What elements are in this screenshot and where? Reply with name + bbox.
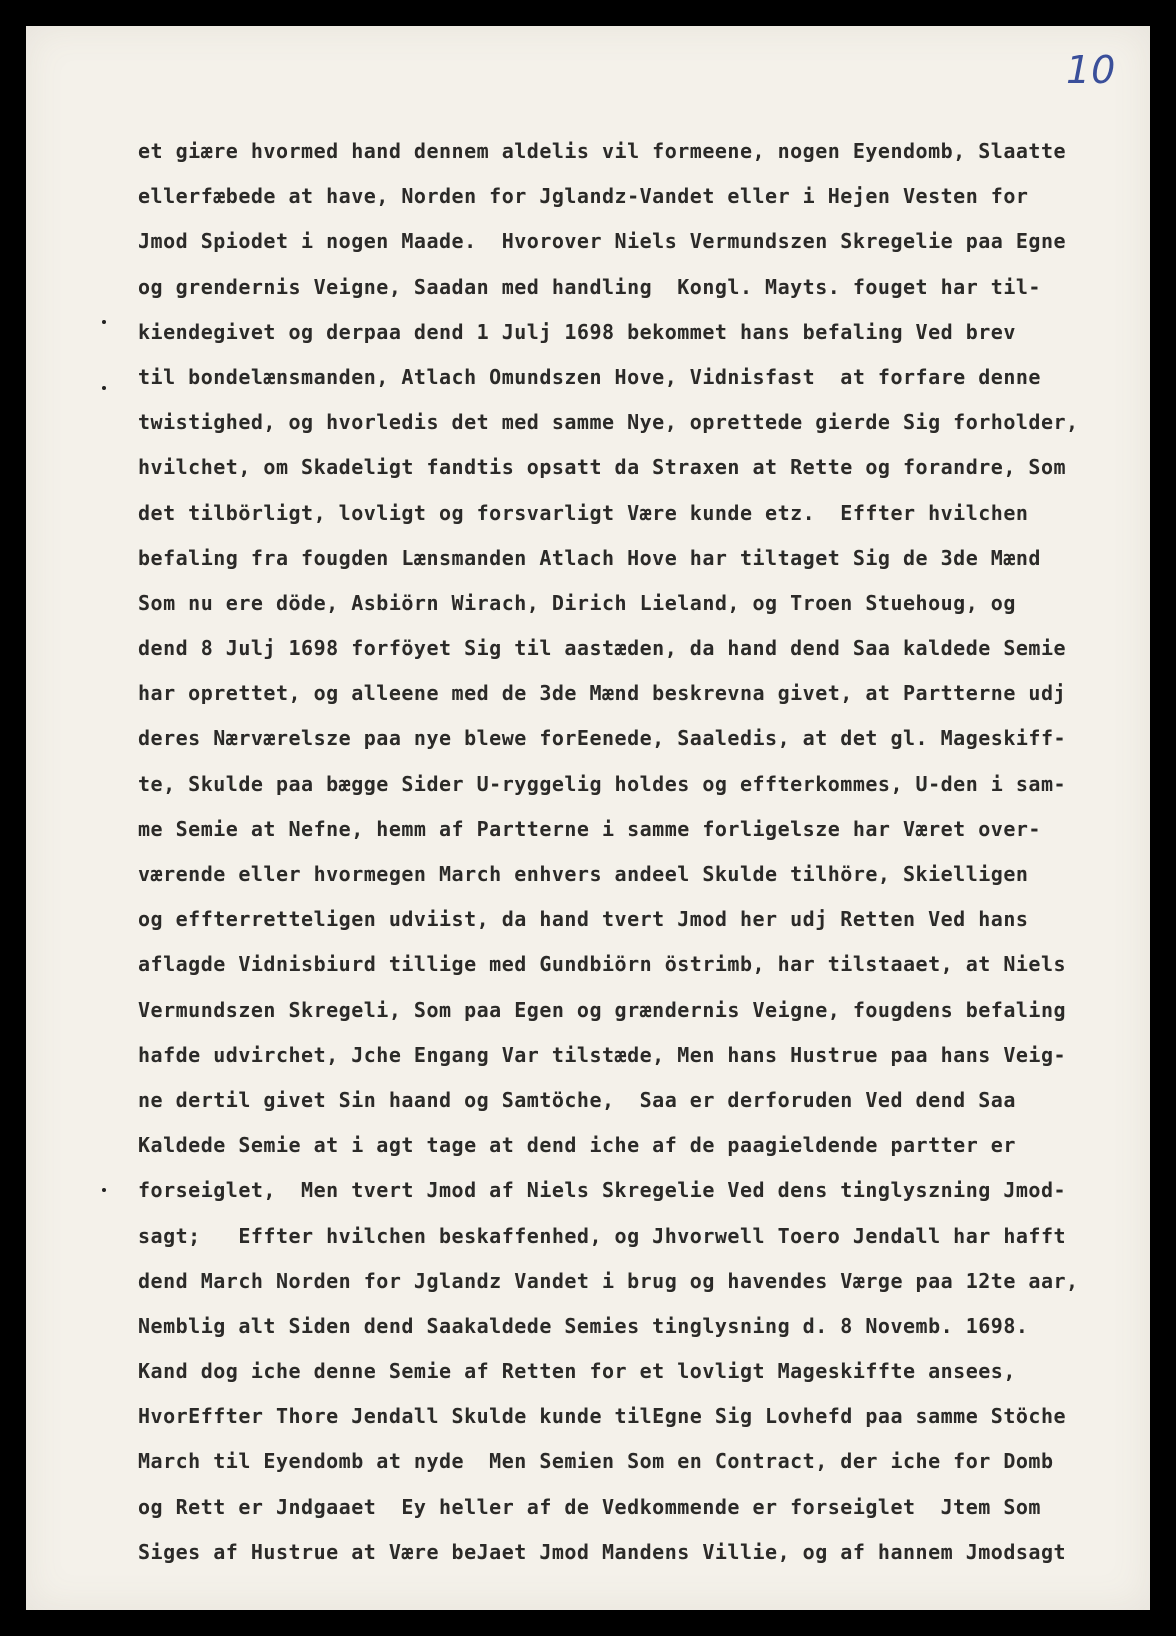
text-line: deres Nærværelsze paa nye blewe forEenede, Saaledis, at det gl. Mageskiff- [138,726,1067,751]
margin-mark [102,386,106,390]
text-line: og effterretteligen udviist, da hand tvert Jmod her udj Retten Ved hans [138,907,1029,932]
text-line: befaling fra fougden Lænsmanden Atlach Hove har tiltaget Sig de 3de Mænd [138,545,1041,570]
text-line: ellerfæbede at have, Norden for Jglandz-Vandet eller i Hejen Vesten for [138,184,1029,209]
text-line: forseiglet, Men tvert Jmod af Niels Skregelie Ved dens tinglyszning Jmod- [138,1178,1067,1203]
text-line: det tilbörligt, lovligt og forsvarligt Være kunde etz. Effter hvilchen [138,500,1029,525]
text-line: ne dertil givet Sin haand og Samtöche, Saa er derforuden Ved dend Saa [138,1087,1016,1112]
page-number: 10 [1066,48,1117,92]
text-line: et giære hvormed hand dennem aldelis vil formeene, nogen Eyendomb, Slaatte [138,139,1067,163]
text-line: har oprettet, og alleene med de 3de Mænd beskrevna givet, at Partterne udj [138,681,1067,706]
text-line: Kand dog iche denne Semie af Retten for et lovligt Mageskiffte ansees, [138,1359,1016,1384]
text-line: te, Skulde paa bægge Sider U-ryggelig holdes og effterkommes, U-den i sam- [138,771,1067,796]
margin-mark [102,1188,106,1192]
text-line: værende eller hvormegen March enhvers andeel Skulde tilhöre, Skielligen [138,862,1029,886]
text-line: og Rett er Jndgaaet Ey heller af de Vedkommende er forseiglet Jtem Som [138,1494,1041,1519]
text-line: me Semie at Nefne, hemm af Partterne i samme forligelsze har Været over- [138,816,1041,841]
document-page [26,26,1150,1610]
typed-text-body [138,129,1128,1575]
text-line: twistighed, og hvorledis det med samme Nye, oprettede gierde Sig forholder, [138,410,1079,435]
text-line: til bondelænsmanden, Atlach Omundszen Hove, Vidnisfast at forfare denne [138,364,1041,389]
text-line: dend 8 Julj 1698 forföyet Sig til aastæden, da hand dend Saa kaldede Semie [138,636,1067,661]
text-line: og grendernis Veigne, Saadan med handling Kongl. Mayts. fouget har til- [138,274,1041,299]
margin-mark [102,320,106,324]
text-line: Kaldede Semie at i agt tage at dend iche af de paagieldende partter er [138,1133,1016,1158]
text-line: March til Eyendomb at nyde Men Semien Som en Contract, der iche for Domb [138,1449,1054,1474]
text-line: hafde udvirchet, Jche Engang Var tilstæde, Men hans Hustrue paa hans Veig- [138,1042,1067,1067]
text-line: dend March Norden for Jglandz Vandet i brug og havendes Værge paa 12te aar, [138,1268,1079,1293]
text-line: Vermundszen Skregeli, Som paa Egen og grændernis Veigne, fougdens befaling [138,997,1067,1022]
text-line: Som nu ere döde, Asbiörn Wirach, Dirich Lieland, og Troen Stuehoug, og [138,590,1016,615]
text-line: HvorEffter Thore Jendall Skulde kunde tilEgne Sig Lovhefd paa samme Stöche [138,1404,1067,1429]
text-line: aflagde Vidnisbiurd tillige med Gundbiörn östrimb, har tilstaaet, at Niels [138,952,1067,977]
text-line: Nemblig alt Siden dend Saakaldede Semies tinglysning d. 8 Novemb. 1698. [138,1313,1029,1338]
text-line: kiendegivet og derpaa dend 1 Julj 1698 bekommet hans befaling Ved brev [138,319,1016,344]
text-line: Jmod Spiodet i nogen Maade. Hvorover Niels Vermundszen Skregelie paa Egne [138,229,1067,254]
text-line: sagt; Effter hvilchen beskaffenhed, og Jhvorwell Toero Jendall har hafft [138,1223,1067,1248]
text-line: Siges af Hustrue at Være beJaet Jmod Mandens Villie, og af hannem Jmodsagt [138,1539,1067,1564]
text-line: hvilchet, om Skadeligt fandtis opsatt da Straxen at Rette og forandre, Som [138,455,1067,480]
